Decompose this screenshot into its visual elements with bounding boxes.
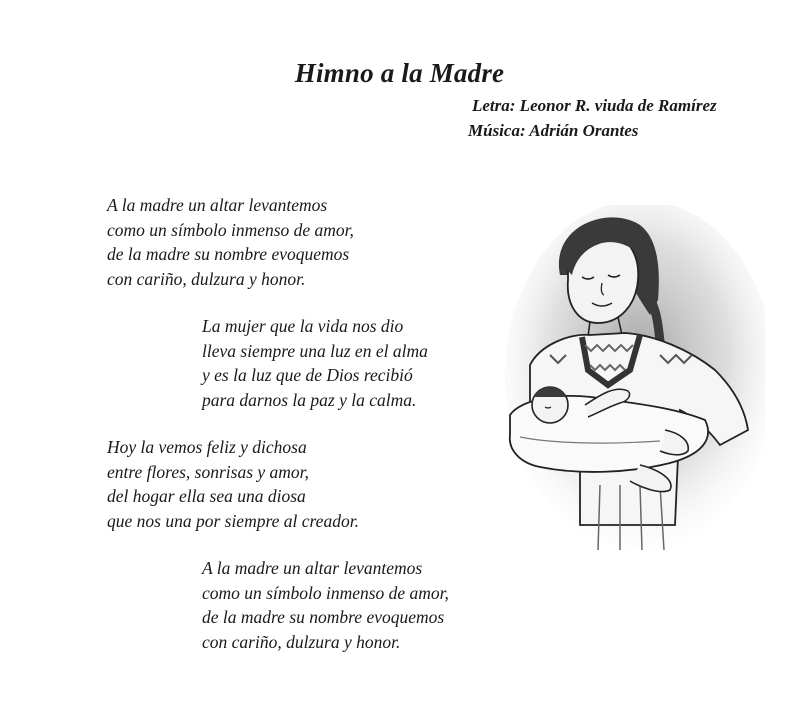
verse-line: de la madre su nombre evoquemos bbox=[107, 244, 350, 264]
stanza-1 bbox=[107, 193, 354, 291]
music-credit: Música: Adrián Orantes bbox=[468, 121, 639, 140]
verse-line: Hoy la vemos feliz y dichosa bbox=[107, 437, 307, 457]
verse-line: A la madre un altar levantemos bbox=[107, 195, 328, 215]
verse-line: con cariño, dulzura y honor. bbox=[107, 268, 306, 289]
verse-line: y es la luz que de Dios recibió bbox=[202, 365, 413, 385]
verse-line: A la madre un altar levantemos bbox=[202, 558, 423, 578]
stanza-2 bbox=[202, 314, 428, 412]
verse-line: lleva siempre una luz en el alma bbox=[202, 340, 428, 361]
stanza-3 bbox=[107, 435, 359, 533]
lyrics-credit: Letra: Leonor R. viuda de Ramírez bbox=[472, 96, 717, 115]
mother-holding-baby-illustration bbox=[490, 205, 765, 555]
verse-line: de la madre su nombre evoquemos bbox=[202, 607, 445, 627]
page-title: Himno a la Madre bbox=[294, 58, 505, 88]
verse-line: con cariño, dulzura y honor. bbox=[202, 631, 401, 652]
verse-line: para darnos la paz y la calma. bbox=[202, 389, 417, 410]
verse-line: del hogar ella sea una diosa bbox=[107, 486, 306, 506]
verse-line: como un símbolo inmenso de amor, bbox=[107, 219, 354, 240]
verse-line: La mujer que la vida nos dio bbox=[202, 316, 404, 336]
verse-line: como un símbolo inmenso de amor, bbox=[202, 582, 449, 603]
stanza-4 bbox=[202, 556, 449, 654]
verse-line: que nos una por siempre al creador. bbox=[107, 510, 359, 531]
verse-line: entre flores, sonrisas y amor, bbox=[107, 461, 309, 482]
